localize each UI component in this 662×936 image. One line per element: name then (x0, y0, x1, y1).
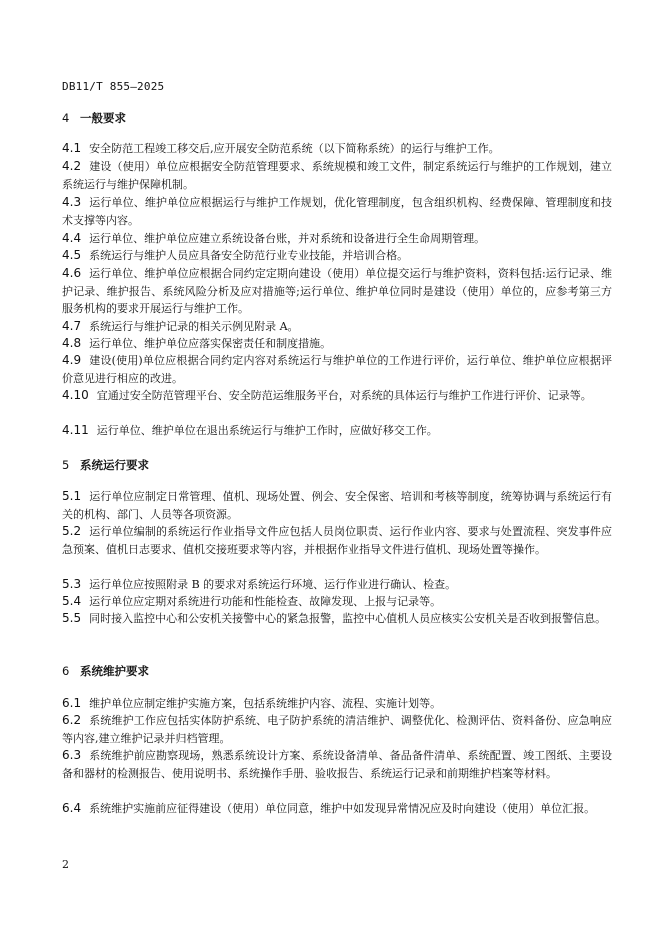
clause-number: 4.2 (62, 159, 82, 173)
clause-number: 5.1 (62, 489, 82, 503)
section-heading: 一般要求 (80, 111, 126, 125)
clause-number: 4.9 (62, 353, 82, 367)
clause-text: 系统运行与维护人员应具备安全防范行业专业技能，并培训合格。 (89, 249, 409, 262)
clause-text: 运行单位应按照附录 B 的要求对系统运行环境、运行作业进行确认、检查。 (89, 578, 457, 591)
section-5-title (62, 457, 149, 473)
clause-6-2 (62, 712, 612, 747)
clause-number: 6.2 (62, 713, 82, 727)
clause-number: 5.5 (62, 611, 82, 625)
clause-number: 4.5 (62, 248, 82, 262)
clause-number: 4.8 (62, 336, 82, 350)
page-number: 2 (62, 858, 69, 871)
clause-6-3 (62, 747, 612, 782)
clause-number: 6.1 (62, 696, 82, 710)
clause-text: 运行单位、维护单位应落实保密责任和制度措施。 (89, 337, 332, 350)
section-4-title (62, 110, 126, 126)
clause-4-6 (62, 265, 612, 318)
clause-4-3 (62, 194, 612, 229)
clause-number: 5.4 (62, 594, 82, 608)
clause-4-7 (62, 318, 612, 336)
clause-text: 运行单位、维护单位应根据合同约定定期向建设（使用）单位提交运行与维护资料，资料包括:运行记录、维护记录、维护报告、系统风险分析及应对措施等;运行单位、维护单位同时是建设（使用）单位的，应参考第三方服务机构的要求开展运行与维护工作。 (62, 267, 612, 315)
clause-text: 建设(使用)单位应根据合同约定内容对系统运行与维护单位的工作进行评价，运行单位、维护单位应根据评价意见进行相应的改进。 (62, 354, 612, 385)
clause-text: 系统维护前应勘察现场，熟悉系统设计方案、系统设备清单、备品备件清单、系统配置、竣工图纸、主要设备和器材的检测报告、使用说明书、系统操作手册、验收报告、系统运行记录和前期维护档案等材料。 (62, 749, 612, 780)
section-heading: 系统运行要求 (80, 458, 149, 472)
clause-text: 系统维护工作应包括实体防护系统、电子防护系统的清洁维护、调整优化、检测评估、资料备份、应急响应等内容,建立维护记录并归档管理。 (62, 714, 612, 745)
clause-text: 安全防范工程竣工移交后,应开展安全防范系统（以下简称系统）的运行与维护工作。 (89, 142, 500, 155)
section-heading: 系统维护要求 (80, 664, 149, 678)
clause-text: 宜通过安全防范管理平台、安全防范运维服务平台，对系统的具体运行与维护工作进行评价、记录等。 (96, 389, 592, 402)
clause-number: 4.1 (62, 141, 82, 155)
clause-4-8 (62, 335, 612, 353)
clause-4-4 (62, 230, 612, 248)
clause-4-11 (62, 422, 612, 440)
clause-6-4 (62, 800, 612, 818)
clause-number: 4.10 (62, 388, 89, 402)
clause-number: 4.3 (62, 195, 82, 209)
clause-text: 系统运行与维护记录的相关示例见附录 A。 (89, 320, 299, 333)
clause-4-9 (62, 352, 612, 387)
clause-6-1 (62, 695, 612, 713)
clause-4-2 (62, 158, 612, 193)
clause-4-5 (62, 247, 612, 265)
clause-number: 6.3 (62, 748, 82, 762)
clause-5-5 (62, 610, 612, 628)
clause-number: 4.7 (62, 319, 82, 333)
clause-text: 运行单位应定期对系统进行功能和性能检查、故障发现、上报与记录等。 (89, 595, 442, 608)
clause-4-10 (62, 387, 612, 405)
clause-text: 建设（使用）单位应根据安全防范管理要求、系统规模和竣工文件，制定系统运行与维护的工作规划，建立系统运行与维护保障机制。 (62, 160, 612, 191)
clause-number: 4.4 (62, 231, 82, 245)
document-header: DB11/T 855—2025 (62, 80, 165, 93)
clause-text: 运行单位编制的系统运行作业指导文件应包括人员岗位职责、运行作业内容、要求与处置流程、突发事件应急预案、值机日志要求、值机交接班要求等内容，并根据作业指导文件进行值机、现场处置等操作。 (62, 525, 612, 556)
section-number: 6 (62, 664, 70, 678)
clause-number: 5.2 (62, 524, 82, 538)
clause-number: 4.11 (62, 423, 89, 437)
clause-text: 维护单位应制定维护实施方案，包括系统维护内容、流程、实施计划等。 (89, 697, 442, 710)
clause-5-2 (62, 523, 612, 558)
section-6-title (62, 663, 149, 679)
clause-text: 运行单位应制定日常管理、值机、现场处置、例会、安全保密、培训和考核等制度，统筹协调与系统运行有关的机构、部门、人员等各项资源。 (62, 490, 612, 521)
clause-text: 运行单位、维护单位应建立系统设备台账，并对系统和设备进行全生命周期管理。 (89, 232, 486, 245)
section-number: 4 (62, 111, 70, 125)
section-number: 5 (62, 458, 70, 472)
clause-number: 6.4 (62, 801, 82, 815)
clause-text: 运行单位、维护单位在退出系统运行与维护工作时，应做好移交工作。 (96, 424, 438, 437)
clause-text: 运行单位、维护单位应根据运行与维护工作规划，优化管理制度，包含组织机构、经费保障、管理制度和技术支撑等内容。 (62, 196, 612, 227)
clause-number: 5.3 (62, 577, 82, 591)
clause-text: 同时接入监控中心和公安机关接警中心的紧急报警，监控中心值机人员应核实公安机关是否收到报警信息。 (89, 612, 607, 625)
clause-5-3 (62, 576, 612, 594)
clause-number: 4.6 (62, 266, 82, 280)
clause-4-1 (62, 140, 612, 158)
clause-5-4 (62, 593, 612, 611)
clause-5-1 (62, 488, 612, 523)
clause-text: 系统维护实施前应征得建设（使用）单位同意，维护中如发现异常情况应及时向建设（使用）单位汇报。 (89, 802, 596, 815)
